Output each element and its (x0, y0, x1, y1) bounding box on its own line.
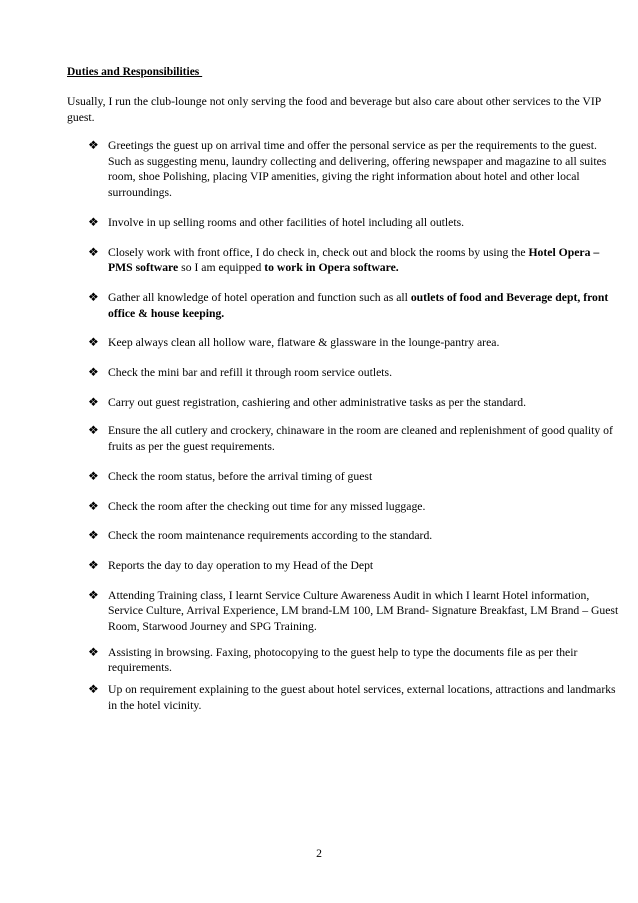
item-text: Gather all knowledge of hotel operation and function such as all (108, 290, 411, 304)
diamond-bullet-icon: ❖ (88, 682, 99, 697)
diamond-bullet-icon: ❖ (88, 468, 99, 483)
duties-list (88, 138, 623, 714)
list-item (88, 335, 623, 351)
diamond-bullet-icon: ❖ (88, 394, 99, 409)
diamond-bullet-icon: ❖ (88, 423, 99, 438)
list-item (88, 499, 623, 515)
diamond-bullet-icon: ❖ (88, 289, 99, 304)
intro-paragraph: Usually, I run the club-lounge not only serving the food and beverage but also care about other services to the VIP guest. (67, 95, 601, 124)
list-item (88, 290, 623, 321)
bold-text: Hotel Opera –PMS software (108, 245, 600, 275)
list-item (88, 469, 623, 485)
list-item (88, 528, 623, 544)
item-text: Check the mini bar and refill it through room service outlets. (108, 366, 392, 380)
page-number: 2 (316, 847, 322, 860)
diamond-bullet-icon: ❖ (88, 557, 99, 572)
list-item (88, 423, 623, 454)
item-text: so I am equipped (178, 261, 265, 275)
item-text: Carry out guest registration, cashiering and other administrative tasks as per the standard. (108, 395, 527, 409)
diamond-bullet-icon: ❖ (88, 365, 99, 380)
diamond-bullet-icon: ❖ (88, 138, 99, 152)
diamond-bullet-icon: ❖ (88, 528, 99, 543)
diamond-bullet-icon: ❖ (88, 644, 99, 659)
list-item (88, 215, 623, 231)
item-text: Keep always clean all hollow ware, flatware & glassware in the lounge-pantry area. (108, 336, 500, 350)
list-item (88, 365, 623, 381)
diamond-bullet-icon: ❖ (88, 498, 99, 513)
item-text: Check the room status, before the arrival timing of guest (108, 469, 373, 483)
section-heading: Duties and Responsibilities (67, 66, 203, 78)
diamond-bullet-icon: ❖ (88, 244, 99, 259)
list-item (88, 558, 623, 574)
list-item (88, 395, 623, 411)
item-text: Involve in up selling rooms and other facilities of hotel including all outlets. (108, 215, 465, 229)
bold-text: outlets of food and Beverage dept, front office & house keeping. (108, 290, 609, 320)
item-text: Up on requirement explaining to the guest about hotel services, external locations, attractions and landmarks in the hotel vicinity. (108, 683, 616, 712)
list-item (88, 588, 623, 635)
bold-text: to work in Opera software. (264, 261, 399, 275)
list-item (88, 138, 623, 201)
item-text: Assisting in browsing. Faxing, photocopying to the guest help to type the documents file as per their requirements. (108, 645, 578, 675)
diamond-bullet-icon: ❖ (88, 214, 99, 229)
diamond-bullet-icon: ❖ (88, 587, 99, 602)
item-text: Check the room after the checking out time for any missed luggage. (108, 499, 426, 513)
item-text: Attending Training class, I learnt Service Culture Awareness Audit in which I learnt Hotel information, Service Culture, Arrival Experience, LM brand-LM 100, LM Brand- Signature Breakfast, LM Brand – Guest Room, Starwood Journey and SPG Training. (108, 588, 619, 634)
list-item (88, 682, 623, 713)
item-text: Reports the day to day operation to my Head of the Dept (108, 558, 374, 572)
item-text: Closely work with front office, I do check in, check out and block the rooms by using the (108, 245, 529, 259)
list-item (88, 645, 623, 676)
item-text: Check the room maintenance requirements according to the standard. (108, 529, 433, 543)
item-text: Ensure the all cutlery and crockery, chinaware in the room are cleaned and replenishment of good quality of fruits as per the guest requirements. (108, 424, 613, 454)
list-item (88, 245, 623, 276)
diamond-bullet-icon: ❖ (88, 335, 99, 350)
item-text: Greetings the guest up on arrival time and offer the personal service as per the requirements to the guest. Such as suggesting menu, laundry collecting and delivering, offering newspaper and magazine to all suites room, shoe Polishing, placing VIP amenities, giving the right information about hotel and other local surroundings. (108, 139, 607, 200)
